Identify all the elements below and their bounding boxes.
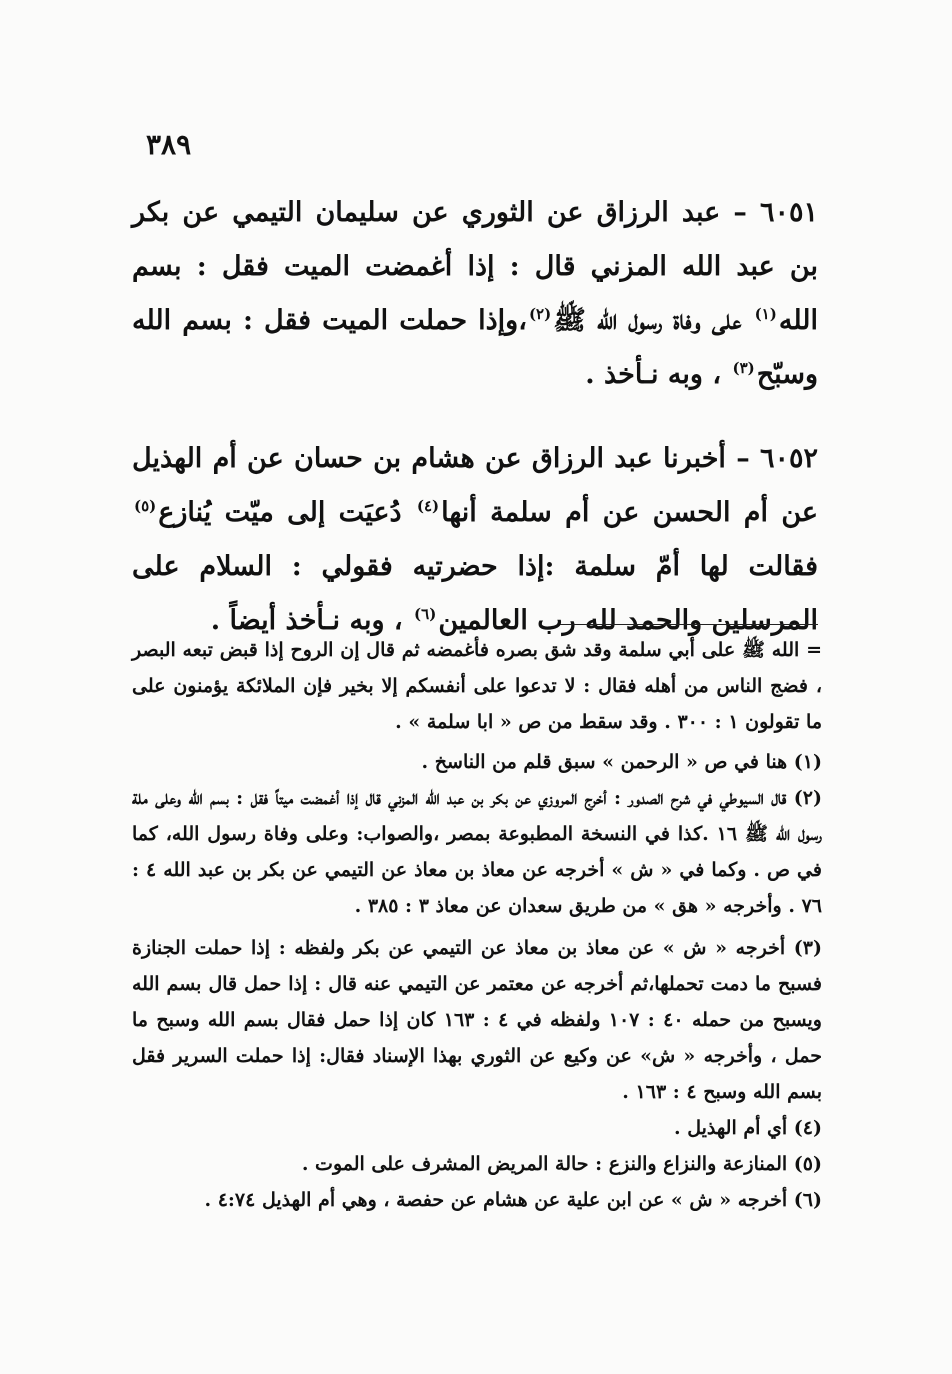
- footnote-number: (١): [793, 751, 822, 773]
- hadith-text: على وفاة رسول الله ﷺ: [553, 305, 742, 336]
- footnote-text: أي أم الهذيل .: [674, 1117, 788, 1139]
- footnote-number: (٤): [793, 1117, 822, 1139]
- footnote-3: [132, 930, 822, 1110]
- footnote-ref: (٤): [416, 497, 440, 515]
- page-number: ٣٨٩: [146, 128, 192, 161]
- footnote-6: [132, 1182, 822, 1218]
- footnote-text: قال السيوطي في شرح الصدور : أخرج المروزي عن بكر بن عبد الله المزني قال إذا أغمضت ميتاً فقل : بسم الله وعلى ملة رسول الله ﷺ ١٦ .كذا في النسخة المطبوعة بمصر ،والصواب: وعلى وفاة رسول الله، كما في ص . وكما في « ش » أخرجه عن معاذ بن معاذ عن التيمي عن بكر بن عبد الله ٤ : ٧٦ . وأخرجه « هق » من طريق سعدان عن معاذ ٣ : ٣٨٥ .: [132, 787, 823, 917]
- footnote-ref: (٢): [528, 305, 552, 323]
- footnote-2: [132, 780, 822, 924]
- footnote-text: المنازعة والنزاع والنزع : حالة المريض المشرف على الموت .: [301, 1153, 788, 1175]
- footnote-number: (٦): [793, 1189, 822, 1211]
- hadith-text: ، وبه نـأخذ أيضاً .: [210, 605, 403, 636]
- footnote-number: (٢): [793, 787, 822, 809]
- footnote-5: [132, 1146, 822, 1182]
- footnote-continuation: = الله ﷺ على أبي سلمة وقد شق بصره فأغمضه ثم قال إن الروح إذا قبض تبعه البصر ، فضج الناس من أهله فقال : لا تدعوا على أنفسكم إلا بخير فإن الملائكة يؤمنون على ما تقولون ١ : ٣٠٠ . وقد سقط من ص « ابا سلمة » .: [132, 639, 822, 733]
- hadith-number: ٦٠٥١ –: [733, 197, 819, 228]
- footnote-number: (٣): [793, 937, 822, 959]
- footnote-ref: (١): [754, 305, 777, 323]
- footnote-ref: (٣): [732, 359, 755, 377]
- footnote-4: [132, 1110, 822, 1146]
- footnote-text: هنا في ص « الرحمن » سبق قلم من الناسخ .: [421, 751, 788, 773]
- footnote-text: أخرجه « ش » عن معاذ بن معاذ عن التيمي عن بكر ولفظه : إذا حملت الجنازة فسبح ما دمت تحملها،ثم أخرجه عن معتمر عن التيمي عنه قال : إذا حمل قال بسم الله ويسبح من حمله ٤٠ : ١٠٧ ولفظه في ٤ : ١٦٣ كان إذا حمل فقال بسم الله وسبح ما حمل ، وأخرجه « ش» عن وكيع عن الثوري بهذا الإسناد فقال: إذا حملت السرير فقل بسم الله وسبح ٤ : ١٦٣ .: [132, 937, 822, 1103]
- hadith-6052: [132, 432, 818, 648]
- footnote-divider: [560, 624, 818, 625]
- footnote-number: (٥): [793, 1153, 822, 1175]
- footnote-text: أخرجه « ش » عن ابن علية عن هشام عن حفصة ، وهي أم الهذيل ٤:٧٤ .: [204, 1189, 788, 1211]
- footnote-1: [132, 744, 822, 780]
- hadith-text: ،وإذا حملت الميت فقل : بسم الله وسبّح: [132, 305, 818, 390]
- hadith-6051: [132, 186, 818, 402]
- hadith-number: ٦٠٥٢ –: [736, 443, 818, 474]
- main-text: [132, 186, 818, 668]
- hadith-text: ، وبه نـأخذ .: [585, 359, 722, 390]
- hadith-text: عبد الرزاق عن الثوري عن سليمان التيمي عن بكر بن عبد الله المزني قال : إذا أغمضت الميت فقل : بسم الله: [132, 197, 818, 336]
- footnote-ref: (٦): [414, 605, 437, 623]
- footnotes: [132, 632, 822, 1218]
- hadith-text: فقالت لها أمّ سلمة :إذا حضرتيه فقولي : السلام على المرسلين والحمد لله رب العالمين: [132, 551, 818, 636]
- footnote-ref: (٥): [134, 497, 157, 515]
- hadith-text: دُعيَت إلى ميّت يُنازع: [158, 497, 402, 528]
- hadith-text: أخبرنا عبد الرزاق عن هشام بن حسان عن أم الهذيل عن أم الحسن عن أم سلمة أنها: [132, 443, 819, 528]
